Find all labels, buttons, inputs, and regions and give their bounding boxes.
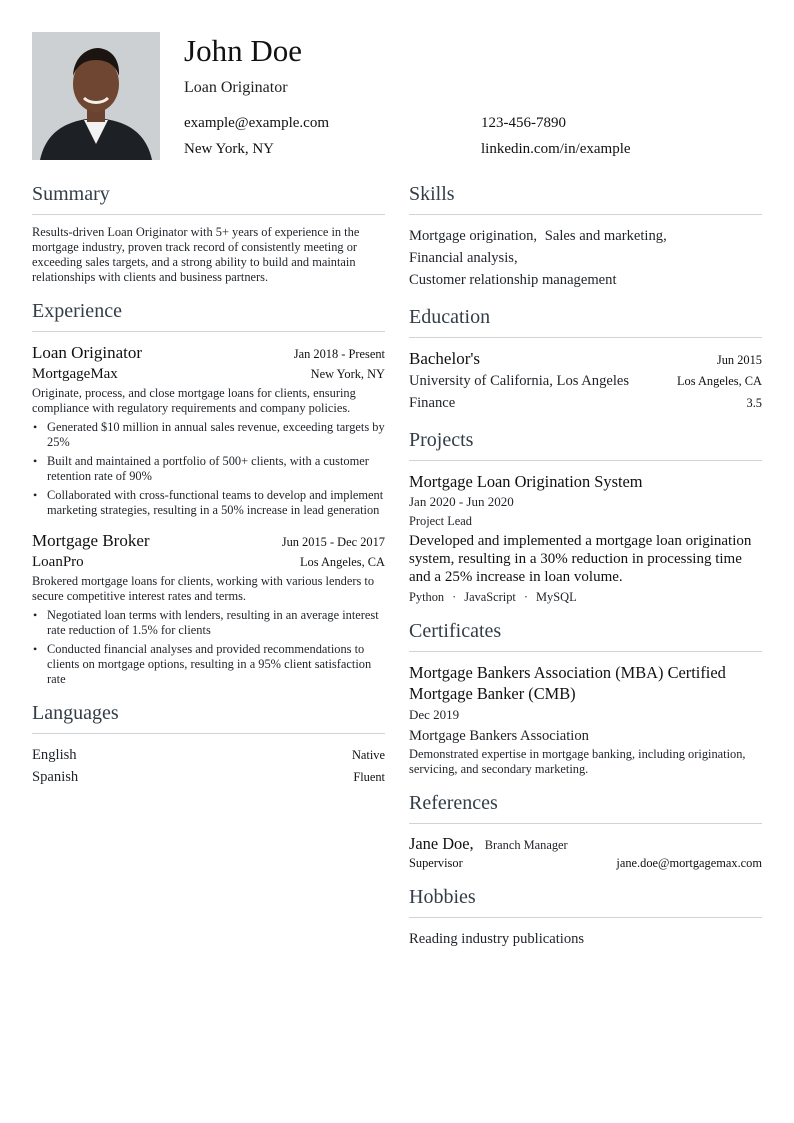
certificates-heading: Certificates [409,619,762,652]
profile-photo [32,32,160,160]
certificate-name: Mortgage Bankers Association (MBA) Certified Mortgage Banker (CMB) [409,663,726,703]
language-level: Fluent [353,770,385,784]
job-bullet: • Built and maintained a portfolio of 500+ clients, with a customer retention rate of 90% [32,454,385,484]
certificate-date: Dec 2019 [409,707,460,722]
right-column [409,182,762,964]
skills-section [409,182,762,291]
education-location: Los Angeles, CA [676,374,762,388]
languages-heading: Languages [32,701,385,734]
candidate-role: Loan Originator [184,79,288,96]
project-tag: Python [409,590,445,604]
skill-item: Sales and marketing, [544,228,667,244]
summary-heading: Summary [32,182,385,215]
certificate-issuer: Mortgage Bankers Association [409,728,589,744]
skill-item: Customer relationship management [409,272,617,288]
reference-position: Branch Manager [484,838,568,852]
contact-linkedin[interactable]: linkedin.com/in/example [481,141,631,157]
job-title: Loan Originator [32,343,142,362]
skills-heading: Skills [409,182,762,215]
left-column [32,182,385,802]
education-school: University of California, Los Angeles [409,373,630,389]
references-heading: References [409,791,762,824]
job-dates: Jun 2015 - Dec 2017 [281,535,385,549]
project-description: Developed and implemented a mortgage loan origination system, resulting in a 30% reduction in processing time and a 25% increase in loan volume. [409,533,752,585]
projects-section [409,428,762,605]
languages-section [32,701,385,788]
certificate-description: Demonstrated expertise in mortgage banking, including origination, servicing, and secondary marketing. [409,747,746,776]
projects-heading: Projects [409,428,762,461]
avatar-illustration [32,32,160,160]
education-section [409,305,762,414]
experience-section [32,299,385,687]
education-heading: Education [409,305,762,338]
project-tag: JavaScript [464,590,516,604]
language-level: Native [351,748,385,762]
project-role: Project Lead [409,514,472,528]
job-bullets [32,608,385,687]
contact-phone[interactable]: 123-456-7890 [481,115,566,131]
education-field: Finance [409,395,456,411]
skill-item: Financial analysis, [409,250,518,266]
job-bullet: • Collaborated with cross-functional teams to develop and implement marketing strategies, resulting in a 50% increase in lead generation [32,488,385,518]
references-section [409,791,762,871]
job-company: MortgageMax [32,366,118,382]
reference-name: Jane Doe, [409,834,474,853]
contact-location: New York, NY [184,141,275,157]
candidate-name: John Doe [184,33,302,68]
job-title: Mortgage Broker [32,531,150,550]
project-dates: Jan 2020 - Jun 2020 [409,494,514,509]
job-company: LoanPro [32,554,84,570]
project-tags: Python · JavaScript · MySQL [409,590,577,604]
job-description: Brokered mortgage loans for clients, working with various lenders to secure competitive interest rates and terms. [32,574,375,603]
education-date: Jun 2015 [716,353,762,367]
project-name: Mortgage Loan Origination System [409,472,643,491]
contact-email[interactable]: example@example.com [184,115,330,131]
job-entry [32,530,385,687]
job-entry [32,342,385,518]
reference-relation: Supervisor [409,856,463,870]
job-location: New York, NY [310,367,385,381]
job-bullet: • Conducted financial analyses and provided recommendations to clients on mortgage options, resulting in a 95% client satisfaction rate [32,642,385,687]
job-description: Originate, process, and close mortgage loans for clients, ensuring compliance with regulatory requirements and company policies. [32,386,356,415]
hobbies-section [409,885,762,950]
education-degree: Bachelor's [409,349,481,368]
reference-email[interactable]: jane.doe@mortgagemax.com [616,856,762,870]
job-location: Los Angeles, CA [299,555,385,569]
education-gpa: 3.5 [746,396,762,410]
language-name: Spanish [32,769,79,785]
hobbies-heading: Hobbies [409,885,762,918]
summary-section [32,182,385,285]
job-bullet: • Generated $10 million in annual sales revenue, exceeding targets by 25% [32,420,385,450]
experience-heading: Experience [32,299,385,332]
project-tag: MySQL [536,590,577,604]
hobby-item: Reading industry publications [409,931,585,947]
job-bullet: • Negotiated loan terms with lenders, resulting in an average interest rate reduction of 1.5% for clients [32,608,385,638]
certificates-section [409,619,762,777]
job-dates: Jan 2018 - Present [293,347,385,361]
language-name: English [32,747,77,763]
job-bullets [32,420,385,518]
skill-item: Mortgage origination, [409,228,538,244]
summary-text: Results-driven Loan Originator with 5+ years of experience in the mortgage industry, proven track record of consistently meeting or exceeding sales targets, and a strong ability to build and maintain relationships with clients and business partners. [32,225,360,284]
